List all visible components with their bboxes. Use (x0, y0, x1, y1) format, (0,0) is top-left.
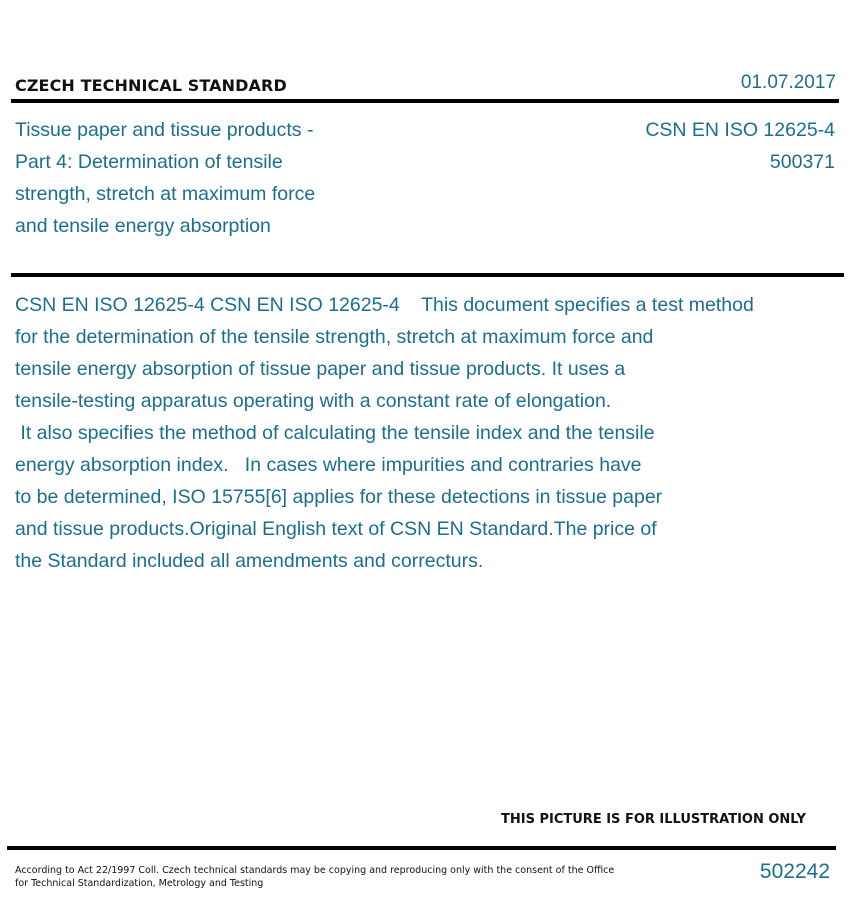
title-line: Tissue paper and tissue products - (15, 119, 314, 141)
standard-code: CSN EN ISO 12625-4 (645, 119, 835, 141)
abstract-line: and tissue products.Original English text of CSN EN Standard.The price of (15, 518, 657, 540)
abstract-line: tensile energy absorption of tissue paper and tissue products. It uses a (15, 358, 626, 380)
standard-codes (645, 114, 835, 178)
title-line: strength, stretch at maximum force (15, 183, 316, 205)
header-divider (11, 99, 839, 103)
catalog-number: 502242 (759, 860, 830, 883)
abstract-line: It also specifies the method of calculating the tensile index and the tensile (15, 422, 655, 444)
abstract-line: tensile-testing apparatus operating with a constant rate of elongation. (15, 390, 612, 412)
abstract-line: the Standard included all amendments and correcturs. (15, 550, 484, 572)
abstract-line: CSN EN ISO 12625-4 CSN EN ISO 12625-4 This document specifies a test method (15, 294, 754, 316)
title-line: Part 4: Determination of tensile (15, 151, 283, 173)
footer-divider (7, 846, 836, 850)
abstract-line: energy absorption index. In cases where impurities and contraries have (15, 454, 642, 476)
abstract-line: to be determined, ISO 15755[6] applies for these detections in tissue paper (15, 486, 663, 508)
effective-date: 01.07.2017 (740, 72, 836, 93)
document-type-label: CZECH TECHNICAL STANDARD (15, 76, 287, 95)
abstract-text (15, 289, 835, 577)
legal-line: According to Act 22/1997 Coll. Czech technical standards may be copying and reproducing only with the consent of the Office (15, 865, 615, 876)
title-divider (11, 273, 844, 277)
standard-title (15, 114, 375, 242)
title-line: and tensile energy absorption (15, 215, 271, 237)
class-number: 500371 (769, 151, 835, 173)
illustration-note: THIS PICTURE IS FOR ILLUSTRATION ONLY (501, 812, 806, 827)
abstract-line: for the determination of the tensile strength, stretch at maximum force and (15, 326, 654, 348)
legal-notice (15, 864, 615, 890)
legal-line: for Technical Standardization, Metrology and Testing (15, 878, 264, 889)
